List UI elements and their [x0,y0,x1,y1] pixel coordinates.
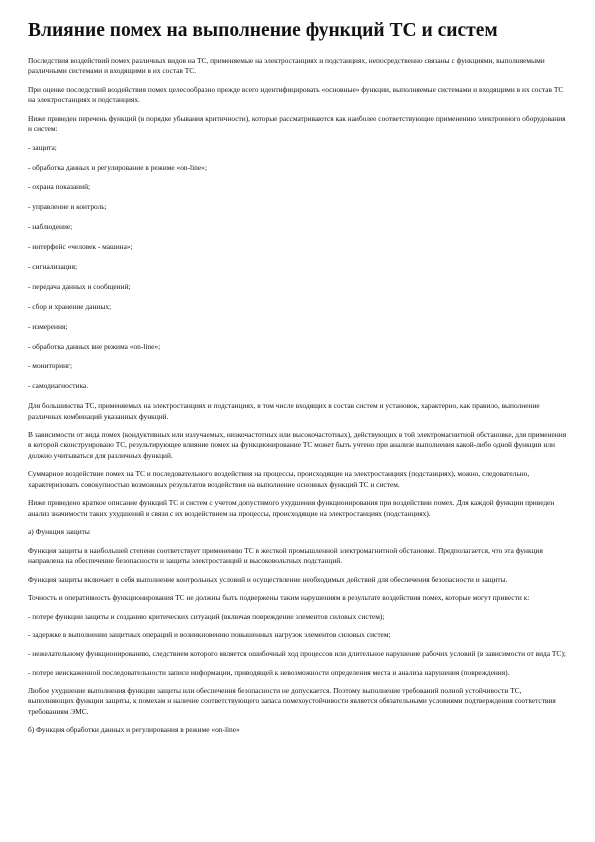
list-item: - управление и контроль; [28,202,107,212]
list-item: - нежелательному функционированию, следствием которого является ошибочный ход процессов или длительное нарушение рабочих условий (в зависимости от вида ТС); [28,648,566,658]
list-item: - обработка данных и регулирование в режиме «on-line»; [28,162,207,172]
intro-paragraph: Ниже приведен перечень функций (в порядке убывания критичности), которые рассматриваются как наиболее соответствующие применению электронного оборудования и систем: [28,113,566,134]
functions-list [28,143,567,392]
list-item: - сбор и хранение данных; [28,301,112,311]
list-item: - измерения; [28,321,68,331]
list-item: - интерфейс «человек - машина»; [28,242,133,252]
document-body [28,56,567,736]
list-item: - потере функции защиты и созданию критических ситуаций (включая повреждение элементов силовых систем); [28,611,385,621]
list-item: - мониторинг; [28,361,73,371]
section-a-heading: а) Функция защиты [28,527,90,537]
intro-paragraph: Последствия воздействий помех различных видов на ТС, применяемые на электростанциях и подстанциях, непосредственно связаны с функциями, выполняемыми различными системами и входящими в их состав ТС. [28,56,545,76]
list-item: - задержке в выполнении защитных операций и возникновению повышенных нагрузок элементов силовых систем; [28,630,391,640]
list-item: - обработка данных вне режима «on-line»; [28,341,161,351]
body-paragraph: В зависимости от вида помех (кондуктивных или излучаемых, низкочастотных или высокочастотных), действующих в той электромагнитной обстановке, для применения в которой сконструировано ТС, результирующее влияние помех на функционирование ТС может быть учтено при анализе выполнения какой-либо одной функции или должно учитываться для различных функций. [28,430,567,460]
body-paragraph: Ниже приведено краткое описание функций ТС и систем с учетом допустимого ухудшения функционирования при воздействии помех. Для каждой функции приведен анализ значимости таких ухудшений в связи с их воздействием на процессы, происходящие на электростанциях (подстанциях). [28,498,555,518]
body-paragraph: Точность и оперативность функционирования ТС не должны быть подвержены таким нарушениям в результате воздействия помех, которые могут привести к: [28,593,530,603]
body-paragraph: Суммарное воздействие помех на ТС и последовательного воздействия на процессы, происходящие на электростанциях (подстанциях), можно, следовательно, характеризовать совокупностью возможных результатов воздействия на выполнение основных функций ТС и систем. [28,469,530,489]
list-item: - потере неискаженной последовательности записи информации, приводящей к невозможности определения места и анализа нарушения (повреждения). [28,667,510,677]
body-paragraph: Функция защиты включает в себя выполнение контрольных условий и осуществление необходимых действий для обеспечения безопасности и защиты. [28,574,508,584]
list-item: - охрана показаний; [28,182,91,192]
consequences-list [28,612,567,678]
list-item: - передача данных и сообщений; [28,281,131,291]
page-title: Влияние помех на выполнение функций ТС и систем [28,20,498,41]
body-paragraph: Функция защиты в наибольшей степени соответствует применению ТС в жесткой промышленной электромагнитной обстановке. Предполагается, что эта функция направлена на обеспечение безопасности и защиты электростанций и высоковольтных подстанций. [28,545,543,565]
list-item: - защита; [28,142,57,152]
list-item: - наблюдение; [28,222,73,232]
intro-paragraph: При оценке последствий воздействия помех целесообразно прежде всего идентифицировать «основные» функции, выполняемые системами и входящими в их состав ТС на электростанциях и подстанциях. [28,84,564,105]
list-item: - сигнализация; [28,262,78,272]
body-paragraph: Для большинства ТС, применяемых на электростанциях и подстанциях, в том числе входящих в состав систем и установок, характерно, как правило, выполнение различных комбинаций указанных функций. [28,401,540,421]
body-paragraph: Любое ухудшение выполнения функции защиты или обеспечения безопасности не допускается. Поэтому выполнение требований полной устойчивости ТС, выполняющих функции защиты, к помехам и наличие соответствующего запаса помехоустойчивости является обязательными условиями подтверждения соответствия требованиям ЭМС. [28,686,556,716]
section-b-heading: б) Функция обработки данных и регулирования в режиме «on-line» [28,725,240,735]
list-item: - самодиагностика. [28,381,89,391]
